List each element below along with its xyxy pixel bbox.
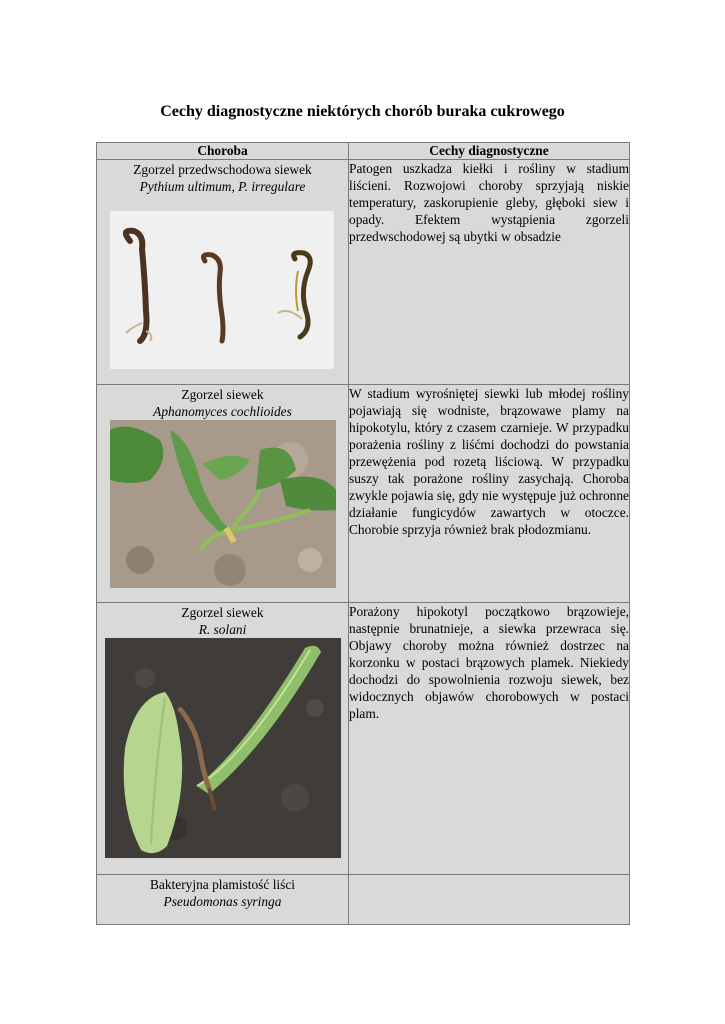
description-cell: Porażony hipokotyl początkowo brązowieje, następnie brunatnieje, a siewka przewraca się. Objawy choroby można również dostrzec na korzonku w postaci brązowych plamek. Niekiedy dochodzi do spowolnienia rozwoju siewek, bez widocznych objawów chorobowych w postaci plam. (349, 603, 630, 875)
table-header-row (97, 143, 630, 160)
disease-name: Zgorzel siewek (181, 387, 264, 402)
document-title: Cechy diagnostyczne niektórych chorób buraka cukrowego (160, 103, 565, 120)
diagnostic-table (96, 142, 630, 925)
disease-name: Bakteryjna plamistość liści (149, 877, 296, 892)
disease-name: Zgorzel przedwschodowa siewek (133, 162, 312, 177)
table-row (97, 875, 630, 925)
table-row (97, 385, 630, 603)
disease-cell (97, 603, 349, 875)
description-cell: W stadium wyrośniętej siewki lub młodej rośliny pojawiają się wodniste, brązowawe plamy na hipokotylu, który z czasem czarnieje. W przypadku porażenia rośliny z liśćmi dochodzi do powstania przewężenia pod rozetą liściową. W przypadku suszy tak porażone rośliny zasychają. Choroba zwykle pojawia się, gdy nie występuje już ochronne działanie fungicydów zawartych w otoczce. Chorobie sprzyja również brak płodozmianu. (349, 385, 630, 603)
disease-cell (97, 160, 349, 385)
disease-name: Zgorzel siewek (181, 605, 264, 620)
disease-cell (97, 385, 349, 603)
seedling-aphanomyces-photo (110, 420, 336, 588)
header-features: Cechy diagnostyczne (349, 143, 630, 160)
table-row (97, 160, 630, 385)
pathogen-name: Aphanomyces cochlioides (153, 404, 292, 419)
seedling-roots-photo (110, 211, 334, 369)
pathogen-name: R. solani (198, 622, 247, 637)
disease-cell (97, 875, 349, 925)
pathogen-name: Pseudomonas syringa (163, 894, 282, 909)
pathogen-name: Pythium ultimum, P. irregulare (139, 179, 306, 194)
table-row (97, 603, 630, 875)
description-cell (349, 875, 630, 925)
description-cell: Patogen uszkadza kiełki i rośliny w stadium liścieni. Rozwojowi choroby sprzyjają niskie temperatury, zaskorupienie gleby, głęboki siew i opady. Efektem wystąpienia zgorzeli przedwschodowej są ubytki w obsadzie (349, 160, 630, 385)
header-disease: Choroba (97, 143, 349, 160)
seedling-rhizoctonia-photo (105, 638, 341, 858)
